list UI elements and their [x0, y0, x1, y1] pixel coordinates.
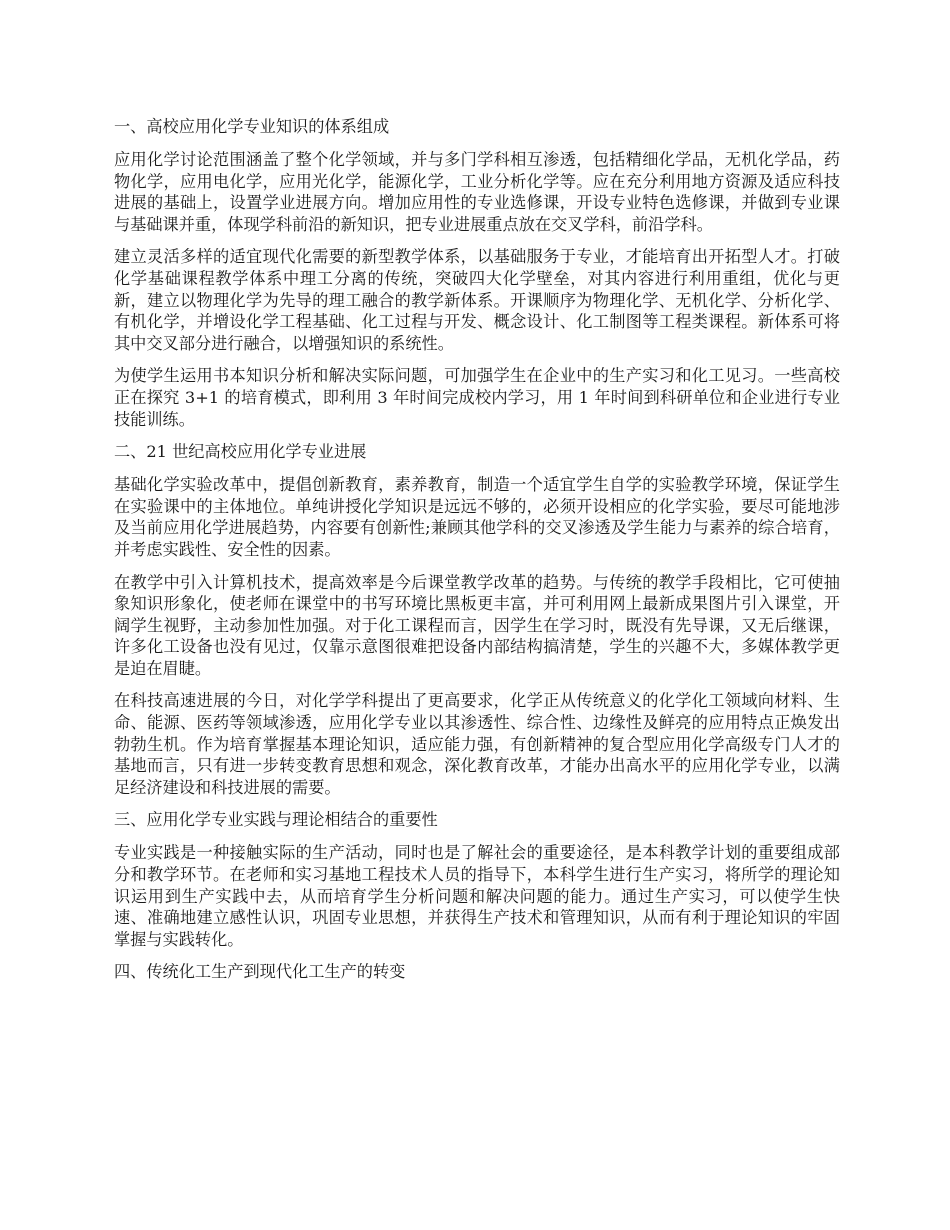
paragraph: 建立灵活多样的适宜现代化需要的新型教学体系，以基础服务于专业，才能培育出开拓型人才。打破化学基础课程教学体系中理工分离的传统，突破四大化学壁垒，对其内容进行利用重组，优化与更新，建立以物理化学为先导的理工融合的教学新体系。开课顺序为物理化学、无机化学、分析化学、有机化学，并增设化学工程基础、化工过程与开发、概念设计、化工制图等工程类课程。新体系可将其中交叉部分进行融合，以增强知识的系统性。	[114, 247, 840, 353]
paragraph: 为使学生运用书本知识分析和解决实际问题，可加强学生在企业中的生产实习和化工见习。一些高校正在探究 3+1 的培育模式，即利用 3 年时间完成校内学习，用 1 年时间到科研单位和企业进行专业技能训练。	[114, 366, 840, 429]
section-3	[114, 809, 840, 950]
section-heading: 二、21 世纪高校应用化学专业进展	[114, 442, 367, 462]
paragraph: 在教学中引入计算机技术，提高效率是今后课堂教学改革的趋势。与传统的教学手段相比，它可使抽象知识形象化，使老师在课堂中的书写环境比黑板更丰富，并可利用网上最新成果图片引入课堂，开阔学生视野，主动参加性加强。对于化工课程而言，因学生在学习时，既没有先导课，又无后继课，许多化工设备也没有见过，仅靠示意图很难把设备内部结构搞清楚，学生的兴趣不大，多媒体教学更是迫在眉睫。	[114, 572, 840, 678]
paragraph: 在科技高速进展的今日，对化学学科提出了更高要求，化学正从传统意义的化学化工领域向材料、生命、能源、医药等领域渗透，应用化学专业以其渗透性、综合性、边缘性及鲜亮的应用特点正焕发出勃勃生机。作为培育掌握基本理论知识，适应能力强，有创新精神的复合型应用化学高级专门人才的基地而言，只有进一步转变教育思想和观念，深化教育改革，才能办出高水平的应用化学专业，以满足经济建设和科技进展的需要。	[114, 691, 840, 797]
section-4	[114, 961, 840, 983]
section-heading: 三、应用化学专业实践与理论相结合的重要性	[114, 810, 438, 830]
paragraph: 应用化学讨论范围涵盖了整个化学领域，并与多门学科相互渗透，包括精细化学品，无机化学品，药物化学，应用电化学，应用光化学，能源化学，工业分析化学等。应在充分利用地方资源及适应科技进展的基础上，设置学业进展方向。增加应用性的专业选修课，开设专业特色选修课，并做到专业课与基础课并重，体现学科前沿的新知识，把专业进展重点放在交叉学科，前沿学科。	[114, 150, 840, 234]
section-2	[114, 441, 840, 798]
section-heading: 四、传统化工生产到现代化工生产的转变	[114, 962, 406, 982]
paragraph: 专业实践是一种接触实际的生产活动，同时也是了解社会的重要途径，是本科教学计划的重要组成部分和教学环节。在老师和实习基地工程技术人员的指导下，本科学生进行生产实习，将所学的理论知识运用到生产实践中去，从而培育学生分析问题和解决问题的能力。通过生产实习，可以使学生快速、准确地建立感性认识，巩固专业思想，并获得生产技术和管理知识，从而有利于理论知识的牢固掌握与实践转化。	[114, 843, 840, 949]
section-heading: 一、高校应用化学专业知识的体系组成	[114, 117, 390, 136]
section-1	[114, 116, 840, 430]
paragraph: 基础化学实验改革中，提倡创新教育，素养教育，制造一个适宜学生自学的实验教学环境，保证学生在实验课中的主体地位。单纯讲授化学知识是远远不够的，必须开设相应的化学实验，要尽可能地涉及当前应用化学进展趋势，内容要有创新性;兼顾其他学科的交叉渗透及学生能力与素养的综合培育，并考虑实践性、安全性的因素。	[114, 475, 840, 559]
document-body	[114, 116, 840, 994]
